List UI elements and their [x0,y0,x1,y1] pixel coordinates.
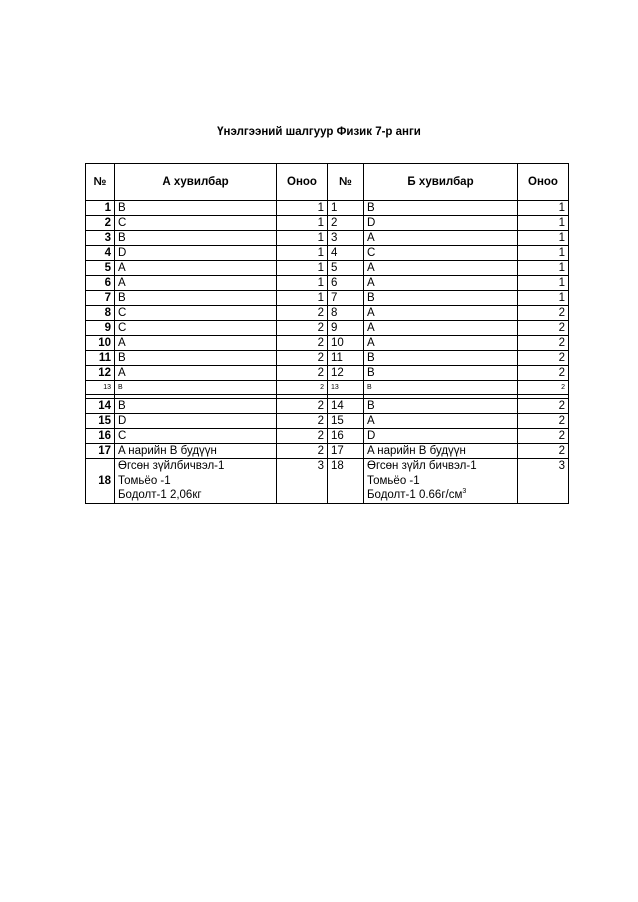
question-number-b: 7 [328,291,364,306]
table-row [86,201,569,216]
table-row [86,216,569,231]
points-b: 2 [518,429,569,444]
question-number-b: 2 [328,216,364,231]
answer-line: Томьёо -1 [118,474,171,487]
points-a: 3 [277,459,328,504]
grading-table [85,163,569,504]
table-row [86,321,569,336]
points-a: 2 [277,414,328,429]
table-body [86,201,569,504]
answer-a: A [115,276,277,291]
points-a: 1 [277,216,328,231]
points-b: 1 [518,201,569,216]
header-number-b: № [328,164,364,201]
answer-line: Өгсөн зүйлбичвэл-1 [118,460,225,472]
table-row [86,399,569,414]
points-a: 2 [277,429,328,444]
points-b: 2 [518,336,569,351]
answer-b: A [364,414,518,429]
answer-a: B [115,231,277,246]
table-row [86,276,569,291]
question-number-b: 18 [328,459,364,504]
answer-line: Бодолт-1 $0.66г/см^3$ [367,488,467,501]
answer-a: C [115,321,277,336]
question-number-b: 14 [328,399,364,414]
table-row [86,261,569,276]
points-b: 2 [518,366,569,381]
answer-b: C [364,246,518,261]
points-a: 1 [277,201,328,216]
answer-a: A нарийн B будүүн [115,444,277,459]
points-b: 2 [518,399,569,414]
answer-b: B [364,201,518,216]
answer-b: B [364,291,518,306]
points-a: 2 [277,336,328,351]
answer-a: C [115,429,277,444]
answer-b: A [364,306,518,321]
question-number-b: 3 [328,231,364,246]
answer-a: A [115,366,277,381]
answer-a: A [115,336,277,351]
header-row [86,164,569,201]
answer-a-multiline [115,459,277,504]
answer-b: A [364,231,518,246]
answer-b: D [364,216,518,231]
answer-b: A [364,336,518,351]
question-number-b: 5 [328,261,364,276]
answer-b-multiline [364,459,518,504]
question-number-b: 13 [328,381,364,395]
table-row [86,444,569,459]
points-b: 2 [518,381,569,395]
table-row [86,246,569,261]
table-row [86,459,569,504]
table-row [86,366,569,381]
points-a: 2 [277,399,328,414]
answer-b: B [364,366,518,381]
points-b: 2 [518,351,569,366]
answer-line: Өгсөн зүйл бичвэл-1 [367,460,477,472]
points-a: 1 [277,231,328,246]
points-b: 2 [518,414,569,429]
question-number-b: 17 [328,444,364,459]
question-number-b: 6 [328,276,364,291]
answer-b: B [364,351,518,366]
question-number-a: 3 [86,231,115,246]
answer-a: B [115,381,277,395]
answer-b: A [364,261,518,276]
question-number-a: 1 [86,201,115,216]
points-b: 2 [518,306,569,321]
question-number-b: 12 [328,366,364,381]
question-number-b: 16 [328,429,364,444]
header-number-a: № [86,164,115,201]
question-number-a: 5 [86,261,115,276]
question-number-a: 18 [86,459,115,504]
question-number-a: 13 [86,381,115,395]
points-b: 1 [518,231,569,246]
question-number-a: 17 [86,444,115,459]
answer-a: A [115,261,277,276]
answer-b: D [364,429,518,444]
question-number-a: 12 [86,366,115,381]
points-a: 2 [277,444,328,459]
table-row [86,429,569,444]
table-row [86,351,569,366]
points-a: 2 [277,306,328,321]
points-a: 1 [277,246,328,261]
answer-b: A нарийн B будүүн [364,444,518,459]
points-a: 1 [277,261,328,276]
question-number-b: 15 [328,414,364,429]
points-b: 1 [518,261,569,276]
answer-line: Томьёо -1 [367,474,420,487]
points-a: 1 [277,276,328,291]
table-row [86,336,569,351]
points-b: 1 [518,246,569,261]
points-a: 2 [277,381,328,395]
answer-b: A [364,276,518,291]
points-b: 1 [518,291,569,306]
question-number-a: 11 [86,351,115,366]
answer-b: A [364,321,518,336]
question-number-a: 14 [86,399,115,414]
question-number-a: 7 [86,291,115,306]
answer-a: C [115,216,277,231]
document-title: Үнэлгээний шалгуур Физик 7-р анги [217,126,421,138]
question-number-a: 2 [86,216,115,231]
question-number-b: 1 [328,201,364,216]
answer-a: D [115,414,277,429]
table-row [86,291,569,306]
answer-a: D [115,246,277,261]
header-points-b: Оноо [518,164,569,201]
question-number-b: 9 [328,321,364,336]
points-a: 2 [277,366,328,381]
question-number-a: 4 [86,246,115,261]
question-number-b: 8 [328,306,364,321]
question-number-a: 6 [86,276,115,291]
answer-a: C [115,306,277,321]
points-a: 1 [277,291,328,306]
table-row [86,381,569,395]
table-row [86,231,569,246]
header-variant-a: А хувилбар [115,164,277,201]
points-b: 2 [518,321,569,336]
question-number-a: 9 [86,321,115,336]
answer-line: Бодолт-1 2,06кг [118,489,202,501]
answer-b: B [364,399,518,414]
answer-a: B [115,201,277,216]
answer-a: B [115,399,277,414]
table-row [86,414,569,429]
question-number-a: 10 [86,336,115,351]
points-b: 2 [518,444,569,459]
points-b: 3 [518,459,569,504]
points-b: 1 [518,216,569,231]
header-variant-b: Б хувилбар [364,164,518,201]
answer-b: B [364,381,518,395]
question-number-a: 16 [86,429,115,444]
question-number-b: 10 [328,336,364,351]
points-b: 1 [518,276,569,291]
points-a: 2 [277,351,328,366]
question-number-b: 4 [328,246,364,261]
question-number-a: 8 [86,306,115,321]
points-a: 2 [277,321,328,336]
unit-superscript: 3 [462,488,467,496]
question-number-b: 11 [328,351,364,366]
header-points-a: Оноо [277,164,328,201]
answer-a: B [115,351,277,366]
question-number-a: 15 [86,414,115,429]
answer-a: B [115,291,277,306]
table-row [86,306,569,321]
